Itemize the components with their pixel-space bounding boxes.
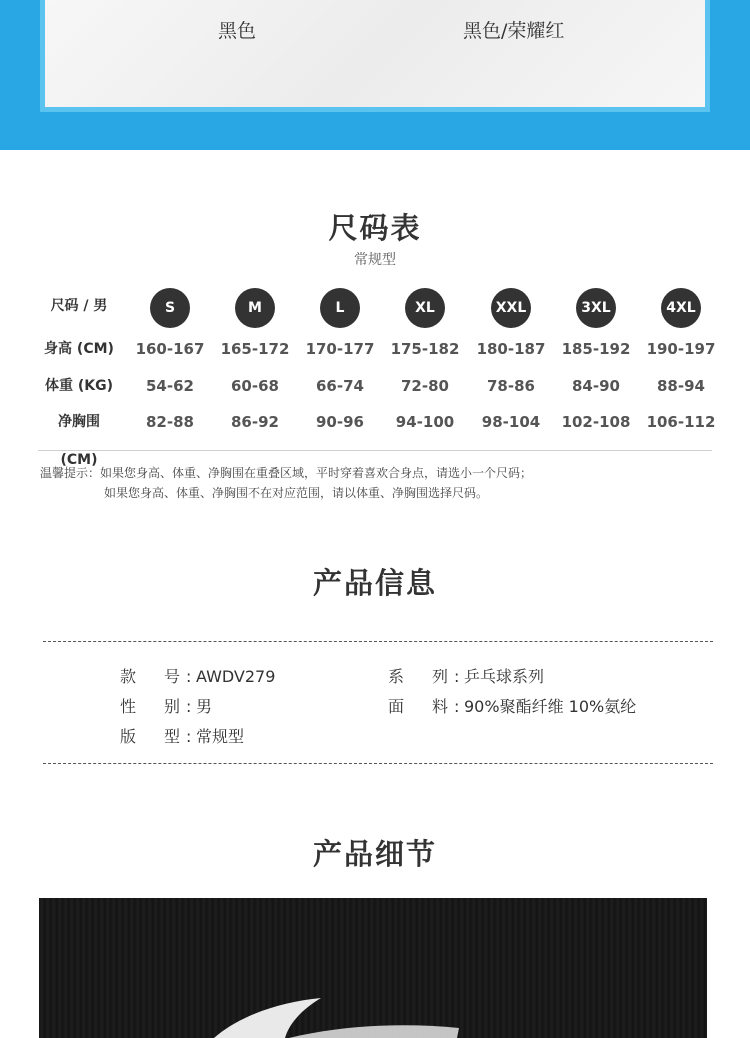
table-cell: 185-192	[561, 340, 631, 358]
size-chart-title: 尺码表	[328, 211, 422, 245]
table-cell: 90-96	[316, 413, 364, 431]
table-cell: 66-74	[316, 377, 364, 395]
info-item-style-number: 款 号 : AWDV279	[120, 667, 276, 686]
height-row	[38, 330, 716, 368]
product-detail-title: 产品细节	[312, 837, 437, 871]
info-item-gender: 性 别 : 男	[120, 697, 213, 716]
size-badge-s: S	[150, 288, 190, 328]
size-badge-3xl: 3XL	[576, 288, 616, 328]
table-cell: 98-104	[481, 413, 541, 431]
chest-row	[38, 403, 716, 468]
chest-row-label: 净胸围 (CM)	[58, 414, 100, 468]
table-cell: 170-177	[305, 340, 375, 358]
size-tips	[40, 463, 532, 503]
height-row-label: 身高 (CM)	[44, 341, 114, 357]
weight-row	[38, 367, 712, 405]
size-badge-l: L	[320, 288, 360, 328]
color-option-black-red: 黑色/荣耀红	[463, 20, 565, 42]
table-cell: 175-182	[390, 340, 460, 358]
size-table-divider	[38, 450, 712, 451]
table-cell: 84-90	[572, 377, 620, 395]
size-badge-xxl: XXL	[491, 288, 531, 328]
product-detail-image	[39, 898, 707, 1038]
table-cell: 180-187	[476, 340, 546, 358]
table-cell: 106-112	[646, 413, 716, 431]
product-info-title: 产品信息	[312, 566, 437, 600]
info-item-fit: 版 型 : 常规型	[120, 727, 245, 746]
table-cell: 165-172	[220, 340, 290, 358]
info-item-series: 系 列 : 乒乓球系列	[388, 667, 545, 686]
table-cell: 88-94	[657, 377, 705, 395]
size-row	[38, 287, 712, 325]
color-option-black: 黑色	[218, 20, 257, 42]
size-row-label: 尺码 / 男	[50, 298, 108, 314]
table-cell: 72-80	[401, 377, 449, 395]
size-tip-line: 温馨提示：如果您身高、体重、净胸围在重叠区域，平时穿着喜欢合身点，请选小一个尺码；	[40, 466, 533, 480]
weight-row-label: 体重 (KG)	[44, 378, 113, 394]
table-cell: 160-167	[135, 340, 205, 358]
dashed-divider	[43, 641, 713, 642]
size-chart-subtitle: 常规型	[354, 252, 396, 268]
logo-swoosh-icon	[39, 898, 707, 1038]
table-cell: 60-68	[231, 377, 279, 395]
table-cell: 82-88	[146, 413, 194, 431]
table-cell: 102-108	[561, 413, 631, 431]
size-badge-4xl: 4XL	[661, 288, 701, 328]
info-item-fabric: 面 料 : 90%聚酯纤维 10%氨纶	[388, 697, 637, 716]
size-badge-m: M	[235, 288, 275, 328]
size-tip-line: 如果您身高、体重、净胸围不在对应范围，请以体重、净胸围选择尺码。	[104, 486, 489, 500]
table-cell: 94-100	[395, 413, 455, 431]
table-cell: 78-86	[487, 377, 535, 395]
color-card	[40, 0, 710, 112]
table-cell: 190-197	[646, 340, 716, 358]
dashed-divider	[43, 763, 713, 764]
table-cell: 86-92	[231, 413, 279, 431]
table-cell: 54-62	[146, 377, 194, 395]
size-badge-xl: XL	[405, 288, 445, 328]
